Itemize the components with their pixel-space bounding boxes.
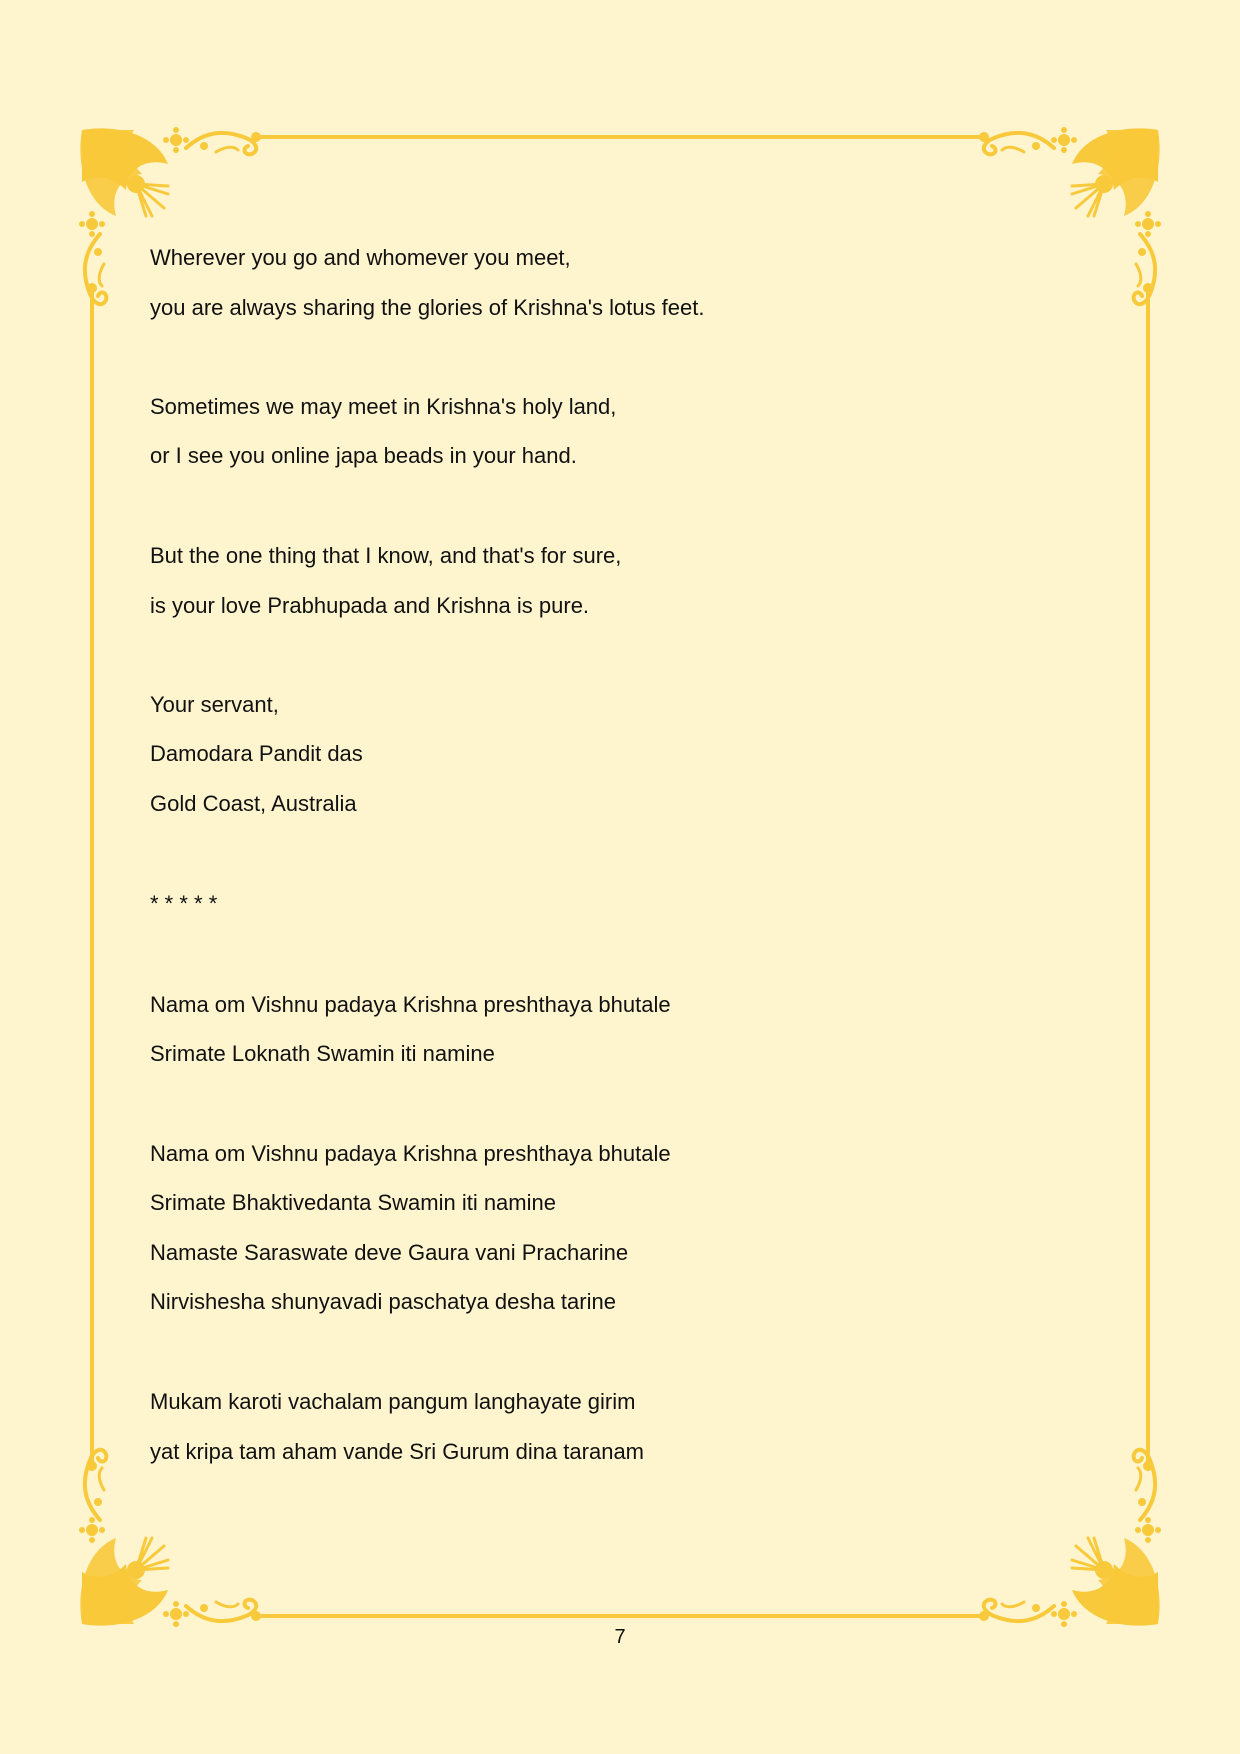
text-line: Srimate Bhaktivedanta Swamin iti namine: [150, 1190, 556, 1215]
text-line: Wherever you go and whomever you meet,: [150, 245, 571, 270]
corner-ornament-bottom-right: [984, 1450, 1161, 1627]
corner-ornament-top-right: [984, 127, 1161, 304]
text-line: Nirvishesha shunyavadi paschatya desha tarine: [150, 1289, 616, 1314]
text-line: Nama om Vishnu padaya Krishna preshthaya bhutale: [150, 992, 671, 1017]
text-line: or I see you online japa beads in your hand.: [150, 443, 577, 468]
text-line: Sometimes we may meet in Krishna's holy land,: [150, 394, 617, 419]
asterisk-divider: * * * * *: [150, 891, 218, 916]
text-line: Namaste Saraswate deve Gaura vani Pracharine: [150, 1240, 629, 1265]
text-line: Srimate Loknath Swamin iti namine: [150, 1041, 495, 1066]
text-line: Nama om Vishnu padaya Krishna preshthaya bhutale: [150, 1141, 671, 1166]
closing-line: Your servant,: [150, 692, 279, 717]
text-line: you are always sharing the glories of Krishna's lotus feet.: [150, 295, 705, 320]
author-location: Gold Coast, Australia: [150, 791, 357, 816]
text-line: yat kripa tam aham vande Sri Gurum dina taranam: [150, 1439, 645, 1464]
page-number: 7: [614, 1626, 626, 1648]
author-name: Damodara Pandit das: [150, 741, 363, 766]
corner-ornament-top-left: [79, 127, 256, 304]
text-line: is your love Prabhupada and Krishna is pure.: [150, 593, 590, 618]
text-line: Mukam karoti vachalam pangum langhayate girim: [150, 1389, 636, 1414]
corner-ornament-bottom-left: [79, 1450, 256, 1627]
text-line: But the one thing that I know, and that's for sure,: [150, 543, 622, 568]
